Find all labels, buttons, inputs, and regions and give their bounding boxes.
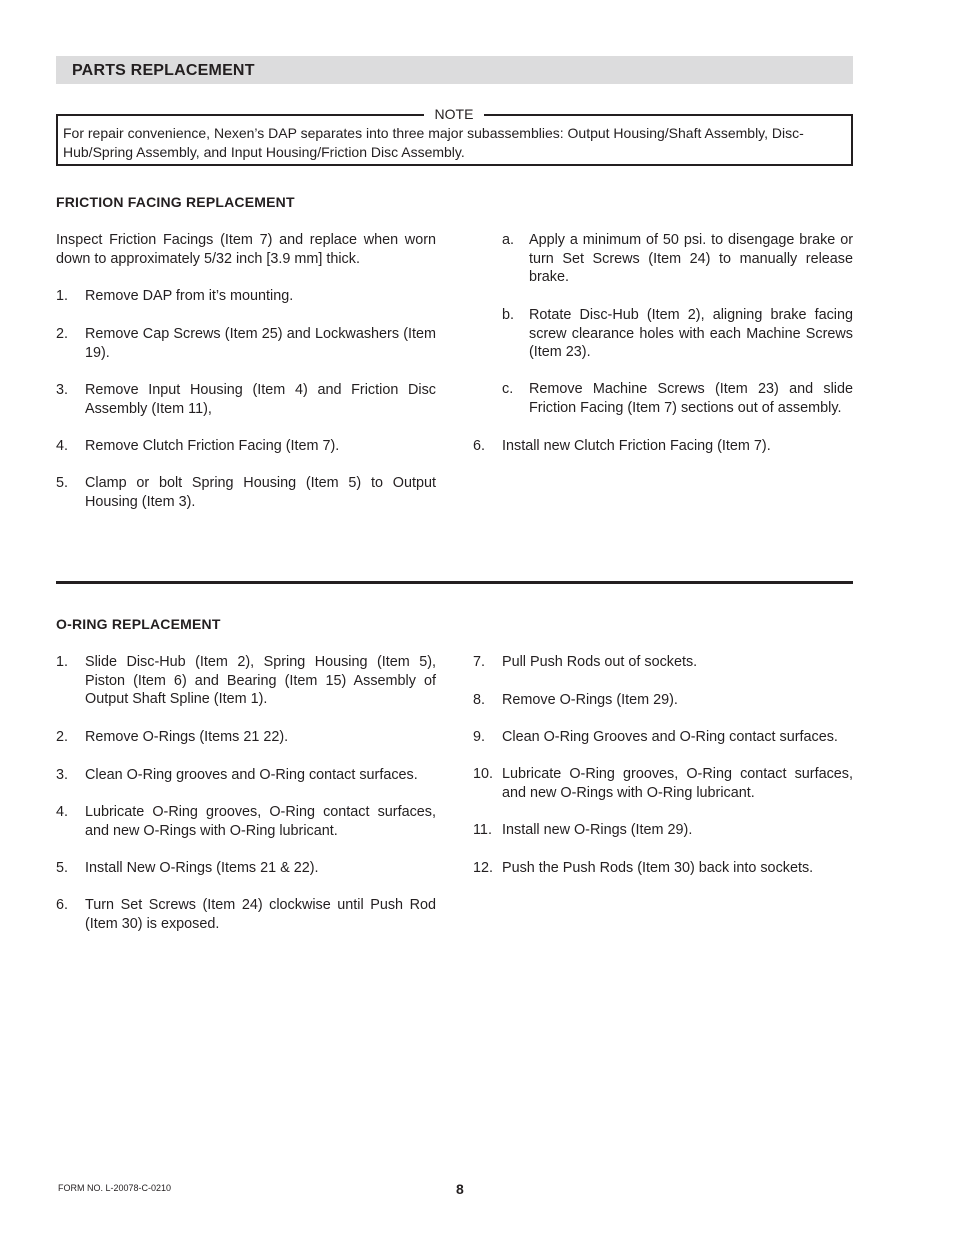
substep-letter: a. [502, 232, 515, 248]
friction-section-title: FRICTION FACING REPLACEMENT [56, 194, 295, 210]
step-number: 2. [56, 729, 69, 745]
step-text: Slide Disc-Hub (Item 2), Spring Housing (Item 5), Piston (Item 6) and Bearing (Item 15) Assembly of Output Shaft Spline (Item 1). [85, 654, 436, 708]
page-number: 8 [456, 1181, 464, 1197]
step-text: Clean O-Ring Grooves and O-Ring contact surfaces. [502, 729, 838, 745]
step-text: Lubricate O-Ring grooves, O-Ring contact surfaces, and new O-Rings with O-Ring lubricant. [85, 804, 436, 839]
step-number: 12. [473, 860, 494, 876]
step-text: Install new Clutch Friction Facing (Item 7). [502, 438, 771, 454]
step-number: 6. [56, 897, 69, 913]
note-top-rule-right [484, 114, 851, 116]
step-number: 4. [56, 804, 69, 820]
step-text: Turn Set Screws (Item 24) clockwise until Push Rod (Item 30) is exposed. [85, 897, 436, 932]
substep-text: Remove Machine Screws (Item 23) and slide Friction Facing (Item 7) sections out of assembly. [529, 381, 853, 416]
substep-letter: c. [502, 381, 514, 397]
step-number: 10. [473, 766, 494, 782]
step-text: Push the Push Rods (Item 30) back into sockets. [502, 860, 814, 876]
note-text: For repair convenience, Nexen’s DAP separates into three major subassemblies: Output Housing/Shaft Assembly, Disc-Hub/Spring Assembly, and Input Housing/Friction Disc Assembly. [63, 125, 804, 160]
step-text: Pull Push Rods out of sockets. [502, 654, 698, 670]
substep-text: Rotate Disc-Hub (Item 2), aligning brake facing screw clearance holes with each Machine Screws (Item 23). [529, 307, 853, 361]
step-number: 3. [56, 767, 69, 783]
step-text: Remove O-Rings (Items 21 22). [85, 729, 289, 745]
step-text: Remove Cap Screws (Item 25) and Lockwashers (Item 19). [85, 326, 436, 361]
step-number: 4. [56, 438, 69, 454]
section-divider [56, 581, 853, 584]
step-number: 8. [473, 692, 486, 708]
form-number: FORM NO. L-20078-C-0210 [58, 1183, 172, 1193]
step-text: Install new O-Rings (Item 29). [502, 822, 693, 838]
step-text: Clean O-Ring grooves and O-Ring contact surfaces. [85, 767, 418, 783]
page-title: PARTS REPLACEMENT [72, 62, 255, 79]
substep-letter: b. [502, 307, 515, 323]
step-text: Remove Clutch Friction Facing (Item 7). [85, 438, 340, 454]
note-label: NOTE [434, 106, 474, 122]
step-number: 6. [473, 438, 486, 454]
step-number: 3. [56, 382, 69, 398]
step-text: Lubricate O-Ring grooves, O-Ring contact surfaces, and new O-Rings with O-Ring lubricant. [502, 766, 853, 801]
step-number: 11. [473, 822, 492, 838]
step-text: Remove Input Housing (Item 4) and Friction Disc Assembly (Item 11), [85, 382, 436, 417]
step-text: Remove O-Rings (Item 29). [502, 692, 678, 708]
step-number: 1. [56, 288, 69, 304]
step-number: 9. [473, 729, 486, 745]
oring-section-title: O-RING REPLACEMENT [56, 616, 221, 632]
step-text: Install New O-Rings (Items 21 & 22). [85, 860, 319, 876]
step-number: 5. [56, 860, 69, 876]
note-top-rule-left [56, 114, 424, 116]
step-number: 1. [56, 654, 69, 670]
step-number: 5. [56, 475, 69, 491]
step-number: 7. [473, 654, 486, 670]
friction-intro: Inspect Friction Facings (Item 7) and replace when worn down to approximately 5/32 inch [3.9 mm] thick. [56, 232, 436, 267]
step-number: 2. [56, 326, 69, 342]
step-text: Remove DAP from it’s mounting. [85, 288, 294, 304]
step-text: Clamp or bolt Spring Housing (Item 5) to Output Housing (Item 3). [85, 475, 436, 510]
substep-text: Apply a minimum of 50 psi. to disengage brake or turn Set Screws (Item 24) to manually release brake. [529, 232, 853, 286]
section-banner [56, 56, 853, 84]
